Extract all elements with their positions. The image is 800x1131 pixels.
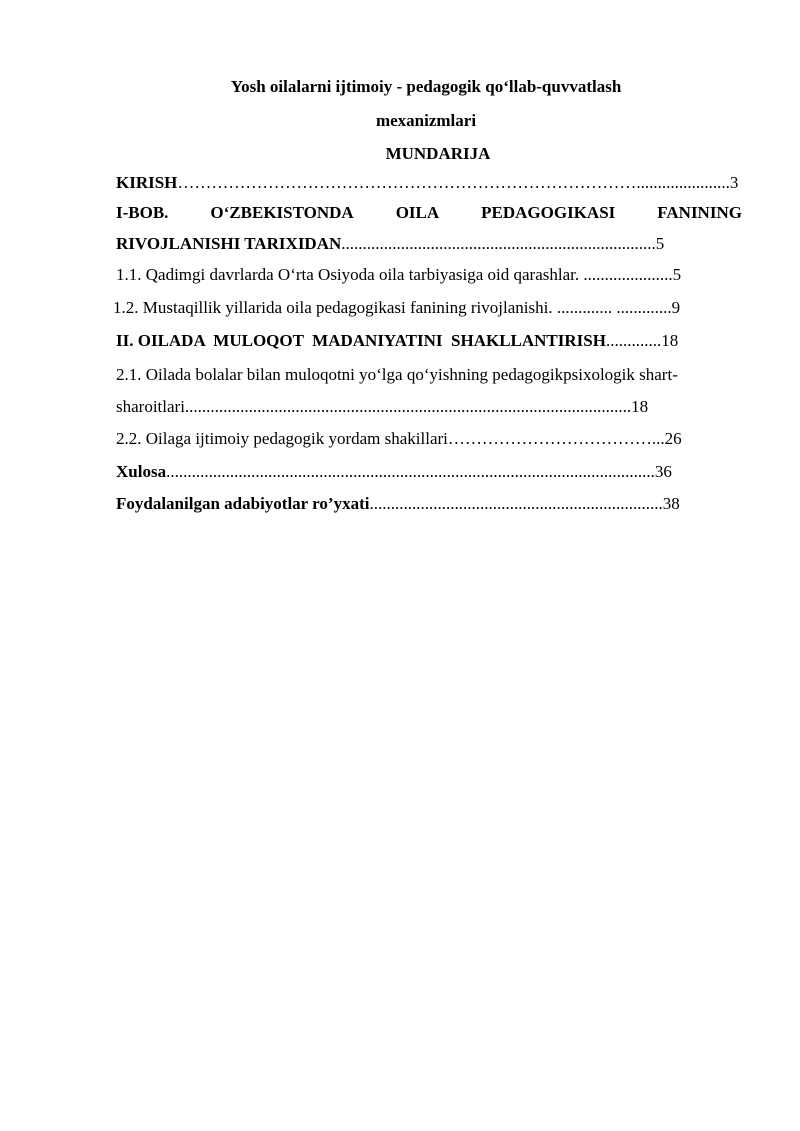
toc-page-number: 26 <box>664 429 682 448</box>
toc-entry-label: sharoitlari <box>116 397 185 416</box>
document-title-line-2: mexanizmlari <box>375 111 477 130</box>
toc-entry-label: 1.2. Mustaqillik yillarida oila pedagogikasi fanining rivojlanishi. <box>113 298 557 317</box>
toc-entry-label: 2.1. Oilada bolalar bilan muloqotni yo‘lga qo‘yishning pedagogikpsixologik shart- <box>116 365 678 384</box>
toc-entry-chapter-2[interactable] <box>116 330 742 352</box>
toc-entry-section-1-2[interactable] <box>113 297 739 319</box>
toc-leader-dots: ………………………………………………………………………...................... <box>177 173 730 192</box>
toc-page-number: 36 <box>654 462 672 481</box>
toc-entry-conclusion[interactable] <box>116 461 742 483</box>
toc-entry-kirish[interactable] <box>116 172 742 194</box>
toc-word: FANINING <box>657 203 742 222</box>
toc-entry-label: KIRISH <box>116 173 178 192</box>
toc-leader-dots: ......................................................................................................... <box>184 397 632 416</box>
toc-page-number: 5 <box>655 234 665 253</box>
toc-page-number: 38 <box>662 494 680 513</box>
toc-page-number: 3 <box>729 173 739 192</box>
toc-page-number: 18 <box>661 331 679 350</box>
toc-entry-chapter-1-line-1[interactable] <box>116 202 742 224</box>
toc-leader-dots: ..................... <box>583 265 673 284</box>
toc-entry-chapter-1-line-2[interactable] <box>116 233 742 255</box>
toc-entry-label: 1.1. Qadimgi davrlarda O‘rta Osiyoda oila tarbiyasiga oid qarashlar. <box>116 265 584 284</box>
toc-page-number: 18 <box>631 397 649 416</box>
toc-page-number: 9 <box>671 298 681 317</box>
toc-leader-dots: ................................................................................................................... <box>166 462 655 481</box>
toc-entry-label: II. OILADA MULOQOT MADANIYATINI SHAKLLANTIRISH <box>116 331 606 350</box>
toc-entry-section-1-1[interactable] <box>116 264 742 286</box>
toc-leader-dots: ..................................................................... <box>369 494 663 513</box>
toc-entry-label: Xulosa <box>116 462 167 481</box>
toc-word: PEDAGOGIKASI <box>481 203 616 222</box>
toc-entry-label: RIVOJLANISHI TARIXIDAN <box>116 234 342 253</box>
toc-entry-label: 2.2. Oilaga ijtimoiy pedagogik yordam shakillari <box>116 429 448 448</box>
toc-heading: MUNDARIJA <box>385 144 491 163</box>
document-title-line-1: Yosh oilalarni ijtimoiy - pedagogik qo‘llab-quvvatlash <box>230 77 622 96</box>
toc-page-number: 5 <box>672 265 682 284</box>
toc-word: I-BOB. <box>116 203 169 222</box>
toc-leader-dots: ............. ............. <box>556 298 672 317</box>
toc-entry-section-2-1-line-1[interactable] <box>116 364 742 386</box>
toc-entry-section-2-1-line-2[interactable] <box>116 396 742 418</box>
toc-leader-dots: ............. <box>605 331 662 350</box>
toc-leader-dots: .......................................................................... <box>341 234 656 253</box>
toc-leader-dots: ………………………………... <box>447 429 665 448</box>
toc-word: OILA <box>395 203 440 222</box>
toc-word: O‘ZBEKISTONDA <box>210 203 354 222</box>
toc-entry-section-2-2[interactable] <box>116 428 742 450</box>
toc-entry-references[interactable] <box>116 493 742 515</box>
toc-entry-label: Foydalanilgan adabiyotlar ro’yxati <box>116 494 370 513</box>
